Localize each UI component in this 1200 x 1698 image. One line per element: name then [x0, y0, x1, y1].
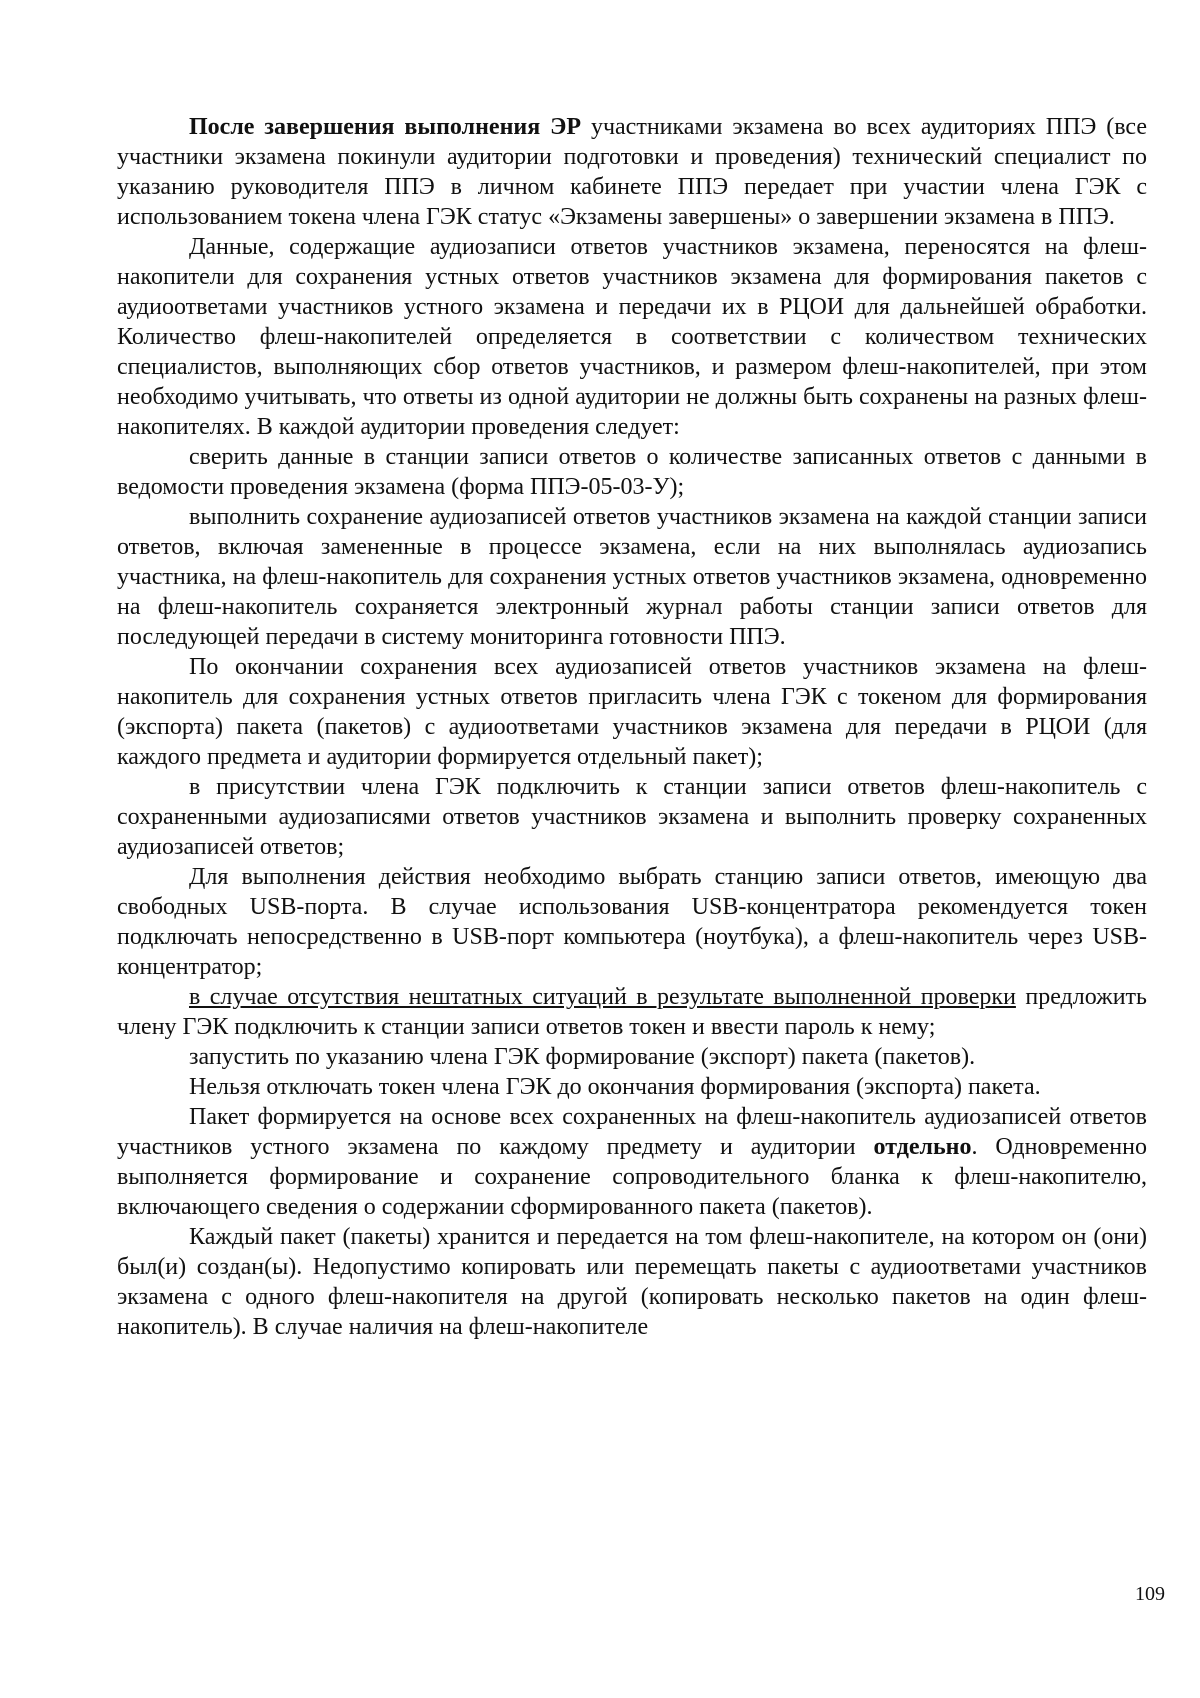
bold-lead: После завершения выполнения ЭР	[189, 114, 582, 140]
document-body	[117, 112, 1147, 1342]
paragraph-text: Пакет формируется на основе всех сохраненных на флеш-накопитель аудиозаписей ответов участников устного экзамена по каждому предмету и аудитории	[117, 1104, 1147, 1160]
paragraph: в присутствии члена ГЭК подключить к станции записи ответов флеш-накопитель с сохраненными аудиозаписями ответов участников экзамена и выполнить проверку сохраненных аудиозаписей ответов;	[117, 774, 1147, 860]
bold-word: отдельно	[873, 1134, 972, 1160]
paragraph: Нельзя отключать токен члена ГЭК до окончания формирования (экспорта) пакета.	[189, 1074, 1041, 1100]
paragraph	[117, 982, 1147, 1042]
page-number: 109	[1135, 1583, 1165, 1605]
paragraph: запустить по указанию члена ГЭК формирование (экспорт) пакета (пакетов).	[189, 1044, 976, 1070]
paragraph: Для выполнения действия необходимо выбрать станцию записи ответов, имеющую два свободных USB-порта. В случае использования USB-концентратора рекомендуется токен подключать непосредственно в USB-порт компьютера (ноутбука), а флеш-накопитель через USB-концентратор;	[117, 864, 1147, 980]
paragraph-text: участниками экзамена во всех аудиториях ППЭ (все участники экзамена покинули аудитории подготовки и проведения) технический специалист по указанию руководителя ППЭ в личном кабинете ППЭ передает при участии члена ГЭК с использованием токена члена ГЭК статус «Экзамены завершены» о завершении экзамена в ППЭ.	[117, 114, 1147, 230]
paragraph-text: предложить члену ГЭК подключить к станции записи ответов токен и ввести пароль к нему;	[117, 984, 1147, 1040]
paragraph	[117, 112, 1147, 232]
paragraph	[117, 1102, 1147, 1222]
paragraph: По окончании сохранения всех аудиозаписей ответов участников экзамена на флеш-накопитель для сохранения устных ответов пригласить члена ГЭК с токеном для формирования (экспорта) пакета (пакетов) с аудиоответами участников экзамена для передачи в РЦОИ (для каждого предмета и аудитории формируется отдельный пакет);	[117, 654, 1147, 770]
paragraph: Каждый пакет (пакеты) хранится и передается на том флеш-накопителе, на котором он (они) был(и) создан(ы). Недопустимо копировать или перемещать пакеты с аудиоответами участников экзамена с одного флеш-накопителя на другой (копировать несколько пакетов на один флеш-накопитель). В случае наличия на флеш-накопителе	[117, 1224, 1147, 1340]
paragraph: Данные, содержащие аудиозаписи ответов участников экзамена, переносятся на флеш-накопители для сохранения устных ответов участников экзамена для формирования пакетов с аудиоответами участников устного экзамена и передачи их в РЦОИ для дальнейшей обработки. Количество флеш-накопителей определяется в соответствии с количеством технических специалистов, выполняющих сбор ответов участников, и размером флеш-накопителей, при этом необходимо учитывать, что ответы из одной аудитории не должны быть сохранены на разных флеш-накопителях. В каждой аудитории проведения следует:	[117, 234, 1147, 440]
paragraph: выполнить сохранение аудиозаписей ответов участников экзамена на каждой станции записи ответов, включая замененные в процессе экзамена, если на них выполнялась аудиозапись участника, на флеш-накопитель для сохранения устных ответов участников экзамена, одновременно на флеш-накопитель сохраняется электронный журнал работы станции записи ответов для последующей передачи в систему мониторинга готовности ППЭ.	[117, 504, 1147, 650]
paragraph: сверить данные в станции записи ответов о количестве записанных ответов с данными в ведомости проведения экзамена (форма ППЭ-05-03-У);	[117, 444, 1147, 500]
underlined-lead: в случае отсутствия нештатных ситуаций в результате выполненной проверки	[189, 984, 1016, 1010]
paragraph-text: . Одновременно выполняется формирование и сохранение сопроводительного бланка к флеш-накопителю, включающего сведения о содержании сформированного пакета (пакетов).	[117, 1134, 1147, 1220]
